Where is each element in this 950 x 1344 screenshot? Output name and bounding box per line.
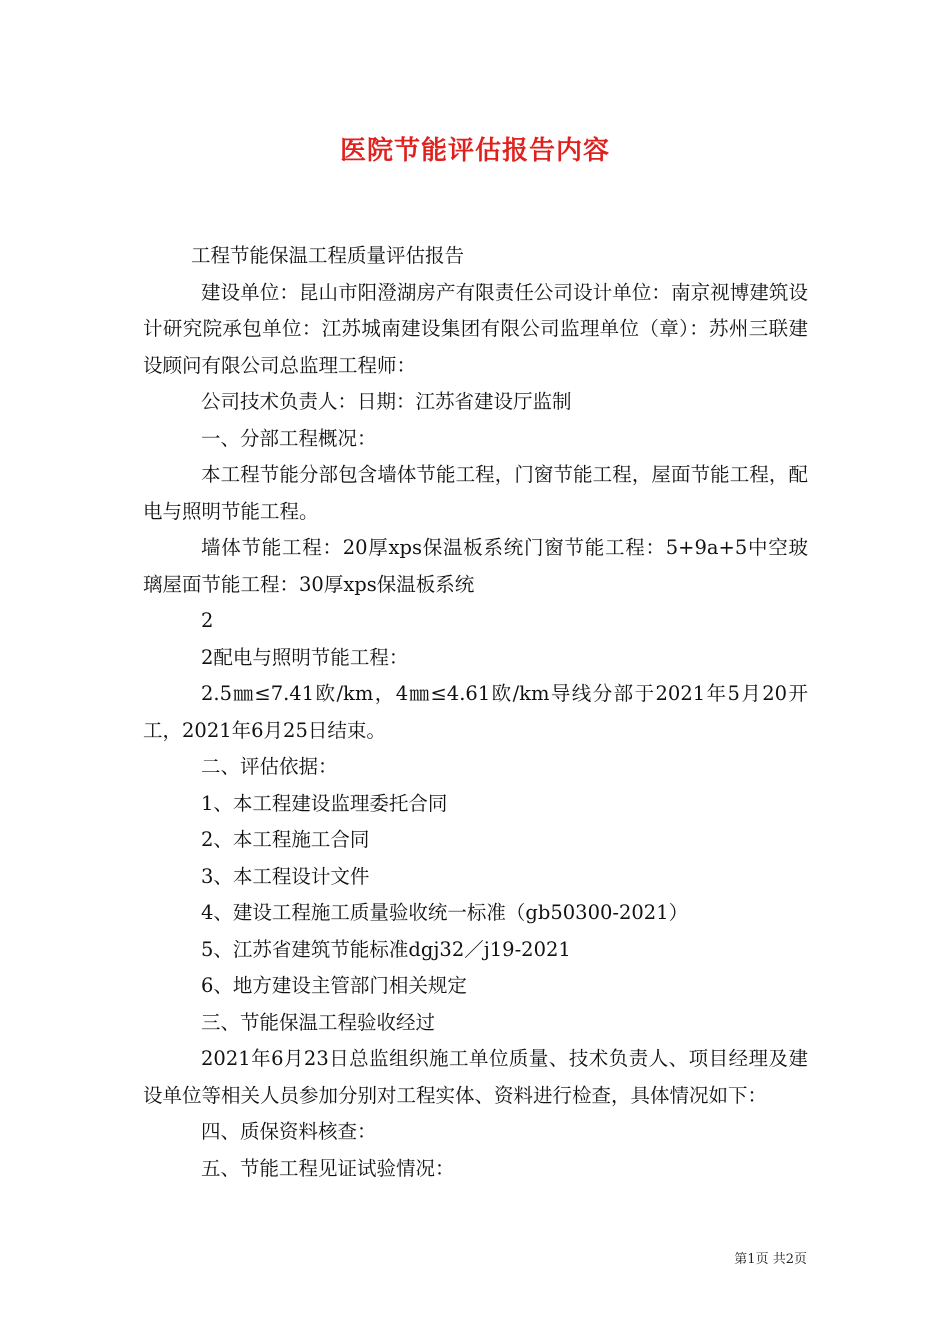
- list-item-basis-6: 6、地方建设主管部门相关规定: [201, 974, 467, 997]
- paragraph-tech-lead: 公司技术负责人：日期：江苏省建设厅监制: [201, 390, 572, 413]
- section-heading-basis: 二、评估依据：: [201, 755, 338, 778]
- section-heading-acceptance: 三、节能保温工程验收经过: [201, 1010, 436, 1034]
- section-heading-overview: 一、分部工程概况：: [201, 426, 377, 450]
- list-item-basis-2: 2、本工程施工合同: [201, 828, 370, 851]
- list-item-basis-4: 4、建设工程施工质量验收统一标准（gb50300-2021）: [201, 901, 689, 924]
- paragraph-lighting-heading: 2配电与照明节能工程：: [201, 645, 409, 669]
- paragraph-report-heading: 工程节能保温工程质量评估报告: [191, 244, 465, 267]
- document-title: 医院节能评估报告内容: [339, 136, 610, 166]
- paragraph-number: 2: [201, 609, 214, 632]
- footer-current-page: 1: [747, 1252, 756, 1267]
- paragraph-overview: 本工程节能分部包含墙体节能工程，门窗节能工程，屋面节能工程，配电与照明节能工程。: [143, 463, 808, 523]
- section-heading-witness-tests: 五、节能工程见证试验情况：: [201, 1156, 455, 1180]
- page-number: [734, 1248, 807, 1267]
- paragraph-wall-window-roof: 墙体节能工程：20厚xps保温板系统门窗节能工程：5+9a+5中空玻璃屋面节能工程：30厚xps保温板系统: [143, 536, 808, 596]
- document-body: [143, 238, 808, 1187]
- footer-middle: 页 共: [755, 1252, 786, 1267]
- list-item-basis-5: 5、江苏省建筑节能标准dgj32／j19-2021: [201, 937, 571, 961]
- list-item-basis-1: 1、本工程建设监理委托合同: [201, 791, 448, 815]
- footer-suffix: 页: [793, 1252, 807, 1267]
- paragraph-units: 建设单位：昆山市阳澄湖房产有限责任公司设计单位：南京视博建筑设计研究院承包单位：江苏城南建设集团有限公司监理单位（章）：苏州三联建设顾问有限公司总监理工程师：: [143, 280, 808, 377]
- section-heading-quality-docs: 四、质保资料核查：: [201, 1120, 377, 1143]
- footer-total-pages: 2: [785, 1252, 794, 1267]
- paragraph-wire-schedule: 2.5㎜≤7.41欧/km，4㎜≤4.61欧/km导线分部于2021年5月20开工，2021年6月25日结束。: [143, 682, 808, 742]
- paragraph-acceptance: 2021年6月23日总监组织施工单位质量、技术负责人、项目经理及建设单位等相关人员参加分别对工程实体、资料进行检查，具体情况如下：: [143, 1047, 808, 1107]
- list-item-basis-3: 3、本工程设计文件: [201, 864, 370, 888]
- footer-prefix: 第: [734, 1252, 748, 1267]
